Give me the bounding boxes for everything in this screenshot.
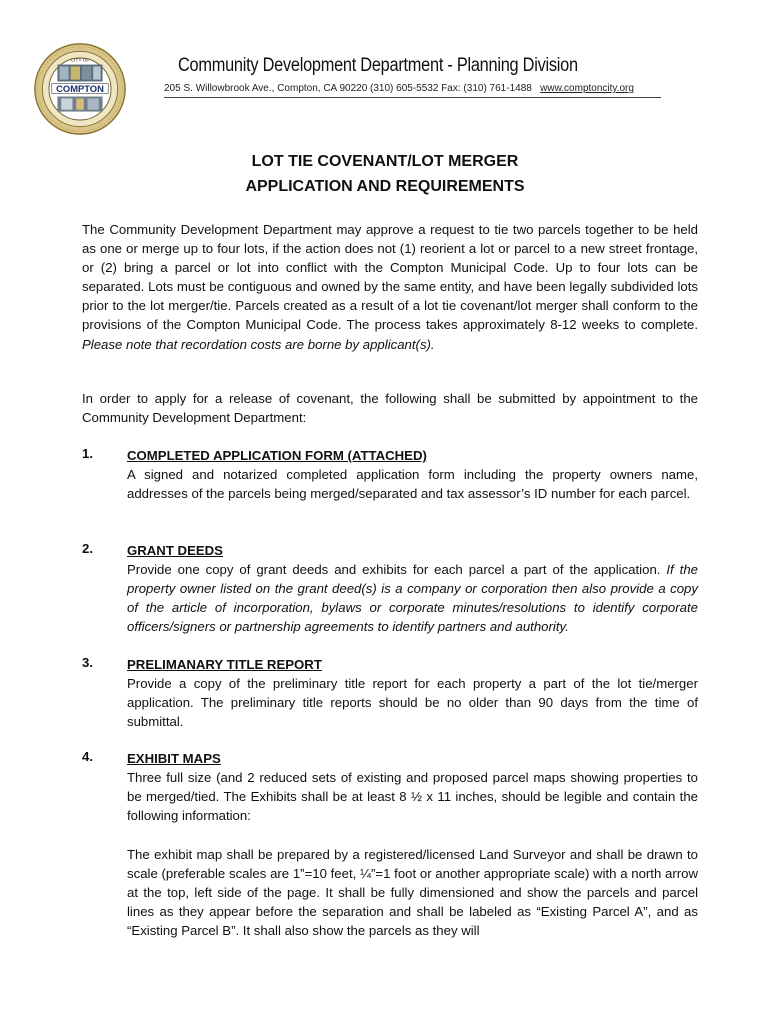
item-text: Provide a copy of the preliminary title report for each property a part of the lot tie/merger application. The preliminary title reports should be no older than 90 days from the time of submittal. [127, 676, 698, 730]
item-number: 3. [82, 655, 93, 670]
item-heading: COMPLETED APPLICATION FORM (ATTACHED) [127, 448, 427, 463]
apply-paragraph: In order to apply for a release of covenant, the following shall be submitted by appointment to the Community Development Department: [82, 391, 698, 426]
intro-paragraph [82, 220, 698, 354]
intro-italic-note: Please note that recordation costs are borne by applicant(s). [82, 336, 435, 352]
exhibit-map-details-paragraph: The exhibit map shall be prepared by a registered/licensed Land Surveyor and shall be drawn to scale (preferable scales are 1”=10 feet, ¼”=1 foot or another appropriate scale) with a north arrow at the top, left side of the page. It shall be fully dimensioned and show the parcels and parcel lines as they appear before the separation and shall be labeled as “Existing Parcel A”, and as “Existing Parcel B”. It shall also show the parcels as they will [127, 847, 698, 939]
item-text: A signed and notarized completed application form including the property owners name, addresses of the parcels being merged/separated and tax assessor’s ID number for each parcel. [127, 467, 698, 502]
department-address [164, 83, 634, 94]
department-title: Community Development Department - Planning Division [178, 55, 578, 76]
document-title-line-2: APPLICATION AND REQUIREMENTS [245, 178, 525, 195]
intro-text: The Community Development Department may approve a request to tie two parcels together to be held as one or merge up to four lots, if the action does not (1) reorient a lot or parcel to a new street frontage, or (2) bring a parcel or lot into conflict with the Compton Municipal Code. Up to four lots can be separated. Lots must be contiguous and owned by the same entity, and have been legally subdivided lots prior to the lot merger/tie. Parcels created as a result of a lot tie covenant/lot merger shall conform to the provisions of the Compton Municipal Code. The process takes approximately 8-12 weeks to complete. [82, 222, 698, 333]
requirement-item-application-form [127, 446, 698, 503]
item-italic-note: If the property owner listed on the grant deed(s) is a company or corporation then also provide a copy of the article of incorporation, bylaws or corporate minutes/resolutions to identify corporate officers/signers or partnership agreements to identify partners and authority. [127, 562, 698, 635]
document-title-line-1: LOT TIE COVENANT/LOT MERGER [251, 153, 519, 170]
item-number: 1. [82, 446, 93, 461]
item-heading: PRELIMANARY TITLE REPORT [127, 657, 322, 672]
website-link[interactable]: www.comptoncity.org [540, 83, 634, 94]
svg-text:CITY OF: CITY OF [70, 57, 90, 63]
header-divider [164, 97, 661, 98]
address-text: 205 S. Willowbrook Ave., Compton, CA 90220 (310) 605-5532 Fax: (310) 761-1488 [164, 83, 532, 94]
item-number: 2. [82, 541, 93, 556]
city-seal-logo [33, 42, 127, 136]
requirement-item-title-report [127, 655, 698, 731]
requirement-item-grant-deeds [127, 541, 698, 636]
item-text: Provide one copy of grant deeds and exhibits for each parcel a part of the application. [127, 562, 661, 578]
item-heading: EXHIBIT MAPS [127, 751, 221, 766]
item-number: 4. [82, 749, 93, 764]
svg-text:COMPTON: COMPTON [56, 82, 104, 94]
item-text: Three full size (and 2 reduced sets of existing and proposed parcel maps showing properties to be merged/tied. The Exhibits shall be at least 8 ½ x 11 inches, should be legible and contain the following information: [127, 770, 698, 824]
item-heading: GRANT DEEDS [127, 543, 223, 558]
requirement-item-exhibit-maps [127, 749, 698, 825]
